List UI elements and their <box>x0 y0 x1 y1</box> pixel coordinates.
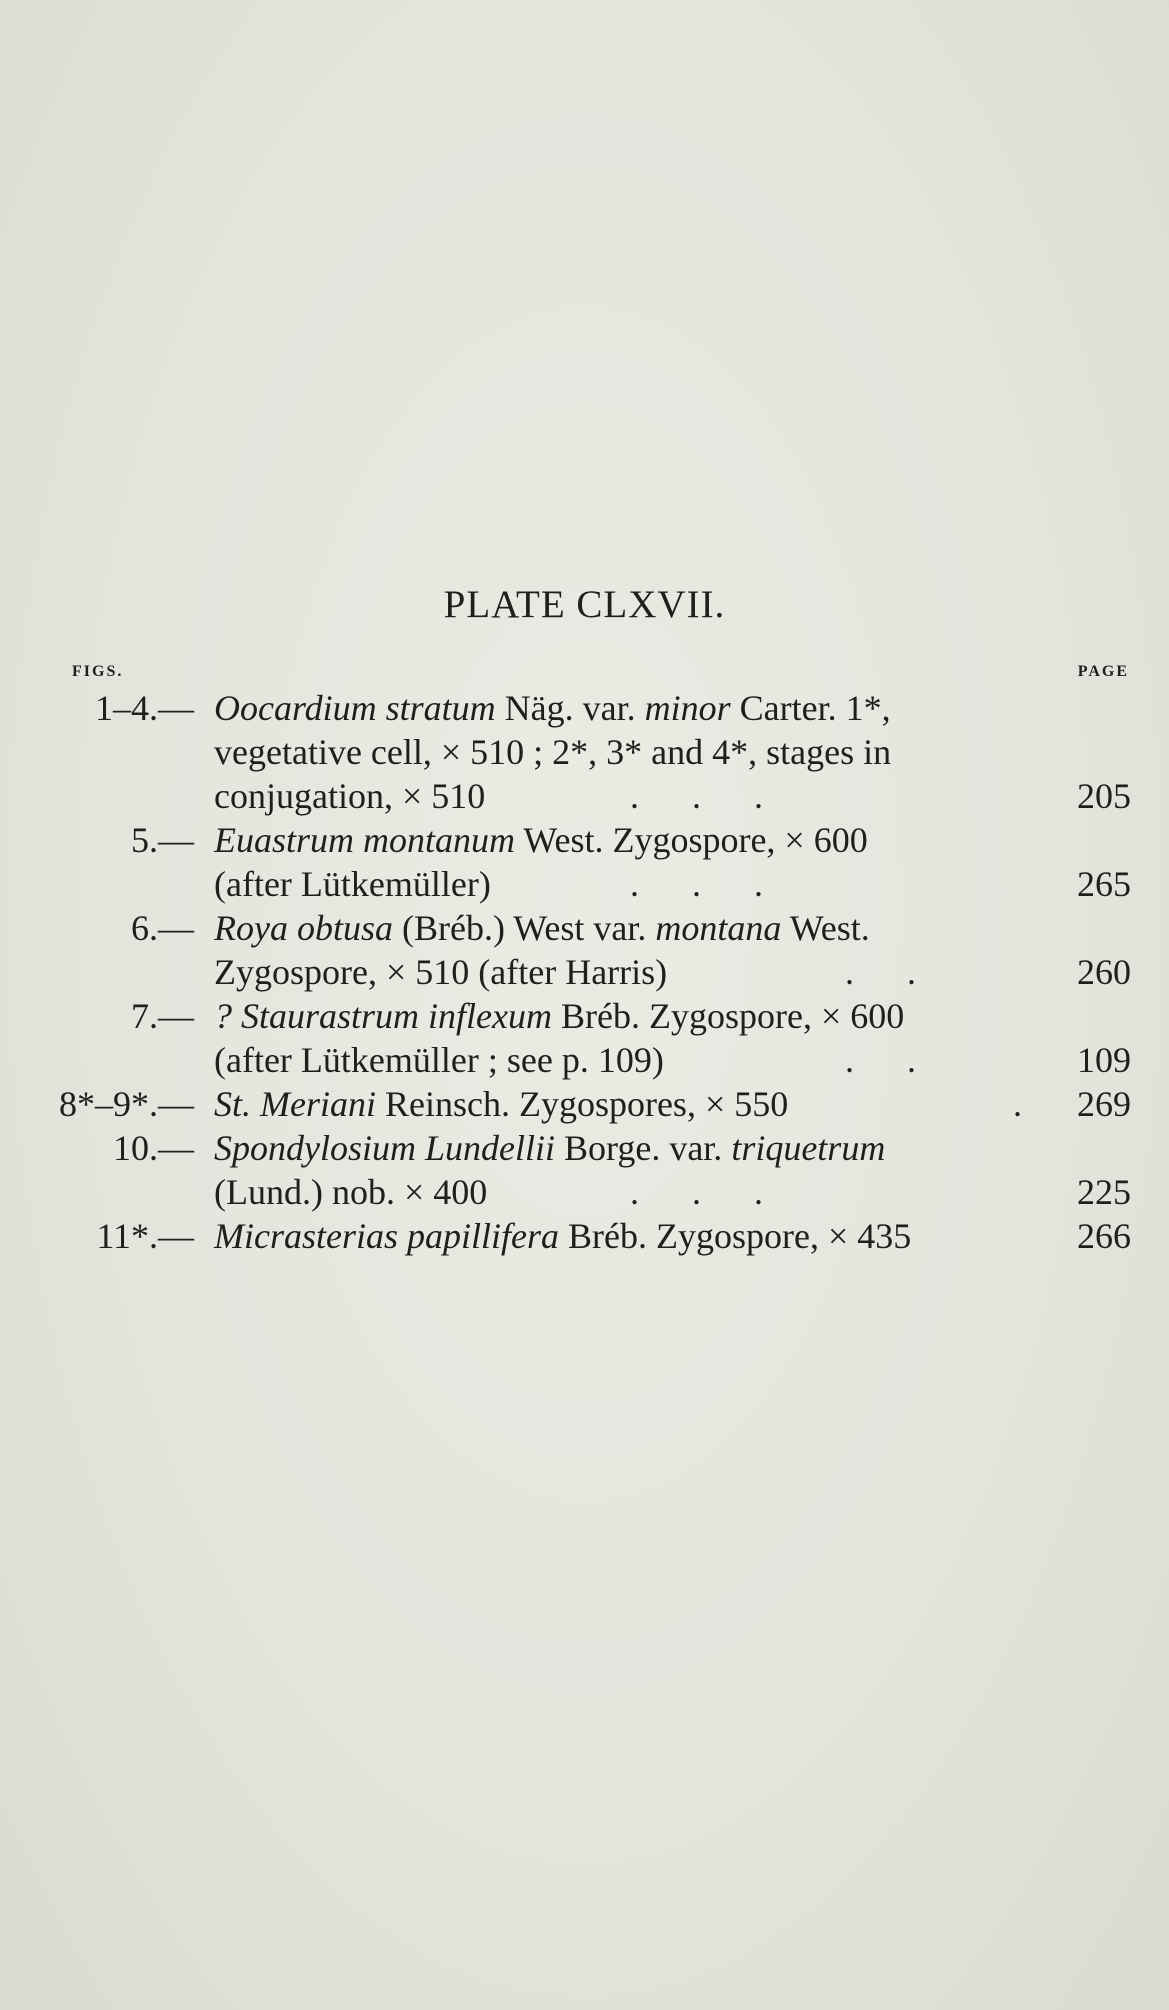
entry-text-part: Reinsch. Zygospores, × 550 <box>375 1084 789 1124</box>
page-number: 269 <box>1077 1084 1131 1124</box>
figs-column-header: FIGS. <box>72 663 124 680</box>
figure-number: 11*.— <box>96 1216 194 1256</box>
list-item-continuation <box>0 862 1169 906</box>
page-number: 225 <box>1077 1172 1131 1212</box>
entry-text-part: Borge. var. <box>555 1128 732 1168</box>
list-item-continuation <box>0 774 1169 818</box>
entry-text <box>214 994 904 1038</box>
entry-text <box>214 1082 788 1126</box>
list-item-continuation <box>0 950 1169 994</box>
list-item-continuation <box>0 1170 1169 1214</box>
entry-text-part: Näg. var. <box>495 688 645 728</box>
species-name: Roya obtusa <box>214 908 393 948</box>
species-name: Micrasterias papillifera <box>214 1216 559 1256</box>
page-number: 266 <box>1077 1216 1131 1256</box>
species-name: Euastrum montanum <box>214 820 516 860</box>
plate-title: PLATE CLXVII. <box>443 583 726 626</box>
page-number: 265 <box>1077 864 1131 904</box>
list-item <box>0 1126 1169 1170</box>
list-item <box>0 818 1169 862</box>
figure-number: 10.— <box>113 1128 194 1168</box>
species-name: Spondylosium Lundellii <box>214 1128 555 1168</box>
entry-text-part: West. <box>781 908 870 948</box>
leader-dots: . . . <box>630 776 763 816</box>
entry-text: vegetative cell, × 510 ; 2*, 3* and 4*, stages in <box>214 732 892 772</box>
leader-dots: . . . <box>630 864 763 904</box>
variety-name: montana <box>655 908 782 948</box>
entry-text-part: Bréb. Zygospore, × 600 <box>552 996 905 1036</box>
entry-text <box>214 906 870 950</box>
list-item <box>0 1082 1169 1126</box>
figure-number: 8*–9*.— <box>59 1084 194 1124</box>
entry-text: (after Lütkemüller ; see p. 109) <box>214 1040 664 1080</box>
entry-text: Zygospore, × 510 (after Harris) <box>214 952 668 992</box>
species-name: ? Staurastrum inflexum <box>214 996 552 1036</box>
entry-text: conjugation, × 510 <box>214 776 486 816</box>
list-item <box>0 994 1169 1038</box>
figure-number: 6.— <box>131 908 194 948</box>
list-item <box>0 686 1169 730</box>
list-item-continuation <box>0 1038 1169 1082</box>
list-item <box>0 1214 1169 1258</box>
leader-dots: . . <box>845 1040 916 1080</box>
entry-text: (Lund.) nob. × 400 <box>214 1172 488 1212</box>
species-name: St. Meriani <box>214 1084 376 1124</box>
variety-name: triquetrum <box>731 1128 886 1168</box>
leader-dots: . . . <box>630 1172 763 1212</box>
entry-text-part: Bréb. Zygospore, × 435 <box>559 1216 912 1256</box>
entry-text-part: West. Zygospore, × 600 <box>515 820 868 860</box>
entry-text <box>214 818 868 862</box>
leader-dots: . <box>1013 1084 1022 1124</box>
page-number: 260 <box>1077 952 1131 992</box>
page-column-header: PAGE <box>1077 663 1129 680</box>
variety-name: minor <box>644 688 731 728</box>
list-item-continuation <box>0 730 1169 774</box>
figure-number: 1–4.— <box>95 688 194 728</box>
entry-text <box>214 686 891 730</box>
entry-text-part: Carter. 1*, <box>730 688 891 728</box>
figure-number: 7.— <box>131 996 194 1036</box>
entry-text <box>214 1126 885 1170</box>
leader-dots: . . <box>845 952 916 992</box>
species-name: Oocardium stratum <box>214 688 496 728</box>
figure-number: 5.— <box>131 820 194 860</box>
entry-text: (after Lütkemüller) <box>214 864 491 904</box>
list-item <box>0 906 1169 950</box>
page-number: 205 <box>1077 776 1131 816</box>
page-number: 109 <box>1077 1040 1131 1080</box>
entry-text <box>214 1214 911 1258</box>
entry-text-part: (Bréb.) West var. <box>392 908 656 948</box>
